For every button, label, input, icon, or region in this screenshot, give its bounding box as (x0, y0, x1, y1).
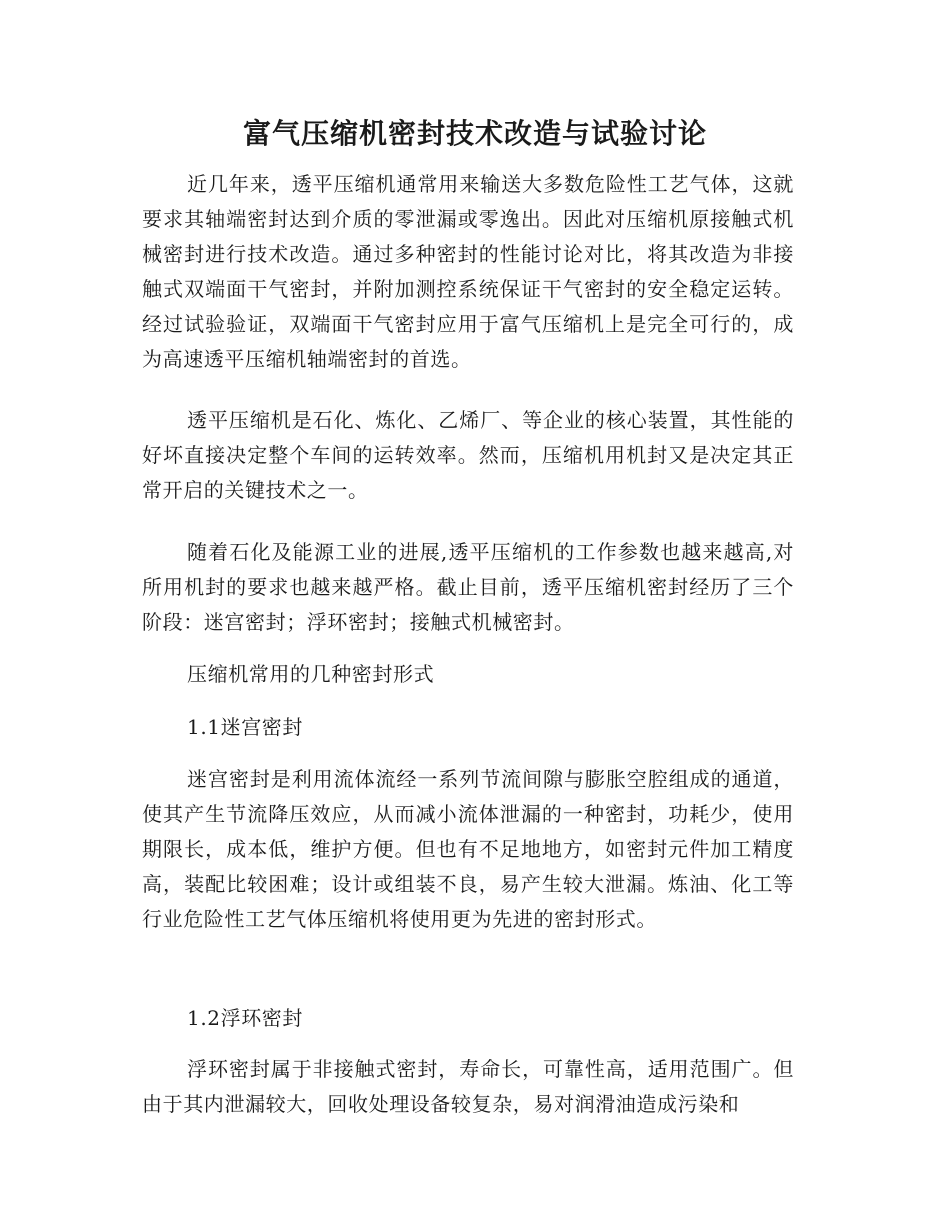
paragraph-floating-ring: 浮环密封属于非接触式密封，寿命长，可靠性高，适用范围广。但由于其内泄漏较大，回收处理设备较复杂，易对润滑油造成污染和 (142, 1057, 794, 1116)
document-title: 富气压缩机密封技术改造与试验讨论 (242, 117, 707, 150)
section-heading-seal-types: 压缩机常用的几种密封形式 (187, 662, 435, 686)
paragraph-intro: 近几年来，透平压缩机通常用来输送大多数危险性工艺气体，这就要求其轴端密封达到介质的零泄漏或零逸出。因此对压缩机原接触式机械密封进行技术改造。通过多种密封的性能讨论对比，将其改造为非接触式双端面干气密封，并附加测控系统保证干气密封的安全稳定运转。经过试验验证，双端面干气密封应用于富气压缩机上是完全可行的，成为高速透平压缩机轴端密封的首选。 (142, 172, 794, 371)
paragraph-labyrinth: 迷宫密封是利用流体流经一系列节流间隙与膨胀空腔组成的通道，使其产生节流降压效应，从而减小流体泄漏的一种密封，功耗少，使用期限长，成本低，维护方便。但也有不足地地方，如密封元件加工精度高，装配比较困难；设计或组装不良，易产生较大泄漏。炼油、化工等行业危险性工艺气体压缩机将使用更为先进的密封形式。 (142, 767, 794, 931)
paragraph-development: 随着石化及能源工业的进展,透平压缩机的工作参数也越来越高,对所用机封的要求也越来越严格。截止目前，透平压缩机密封经历了三个阶段：迷宫密封；浮环密封；接触式机械密封。 (142, 540, 794, 634)
subsection-heading-labyrinth: 1.1迷宫密封 (187, 715, 304, 739)
paragraph-importance: 透平压缩机是石化、炼化、乙烯厂、等企业的核心装置，其性能的好坏直接决定整个车间的运转效率。然而，压缩机用机封又是决定其正常开启的关键技术之一。 (142, 408, 794, 502)
subsection-heading-floating-ring: 1.2浮环密封 (187, 1006, 304, 1030)
